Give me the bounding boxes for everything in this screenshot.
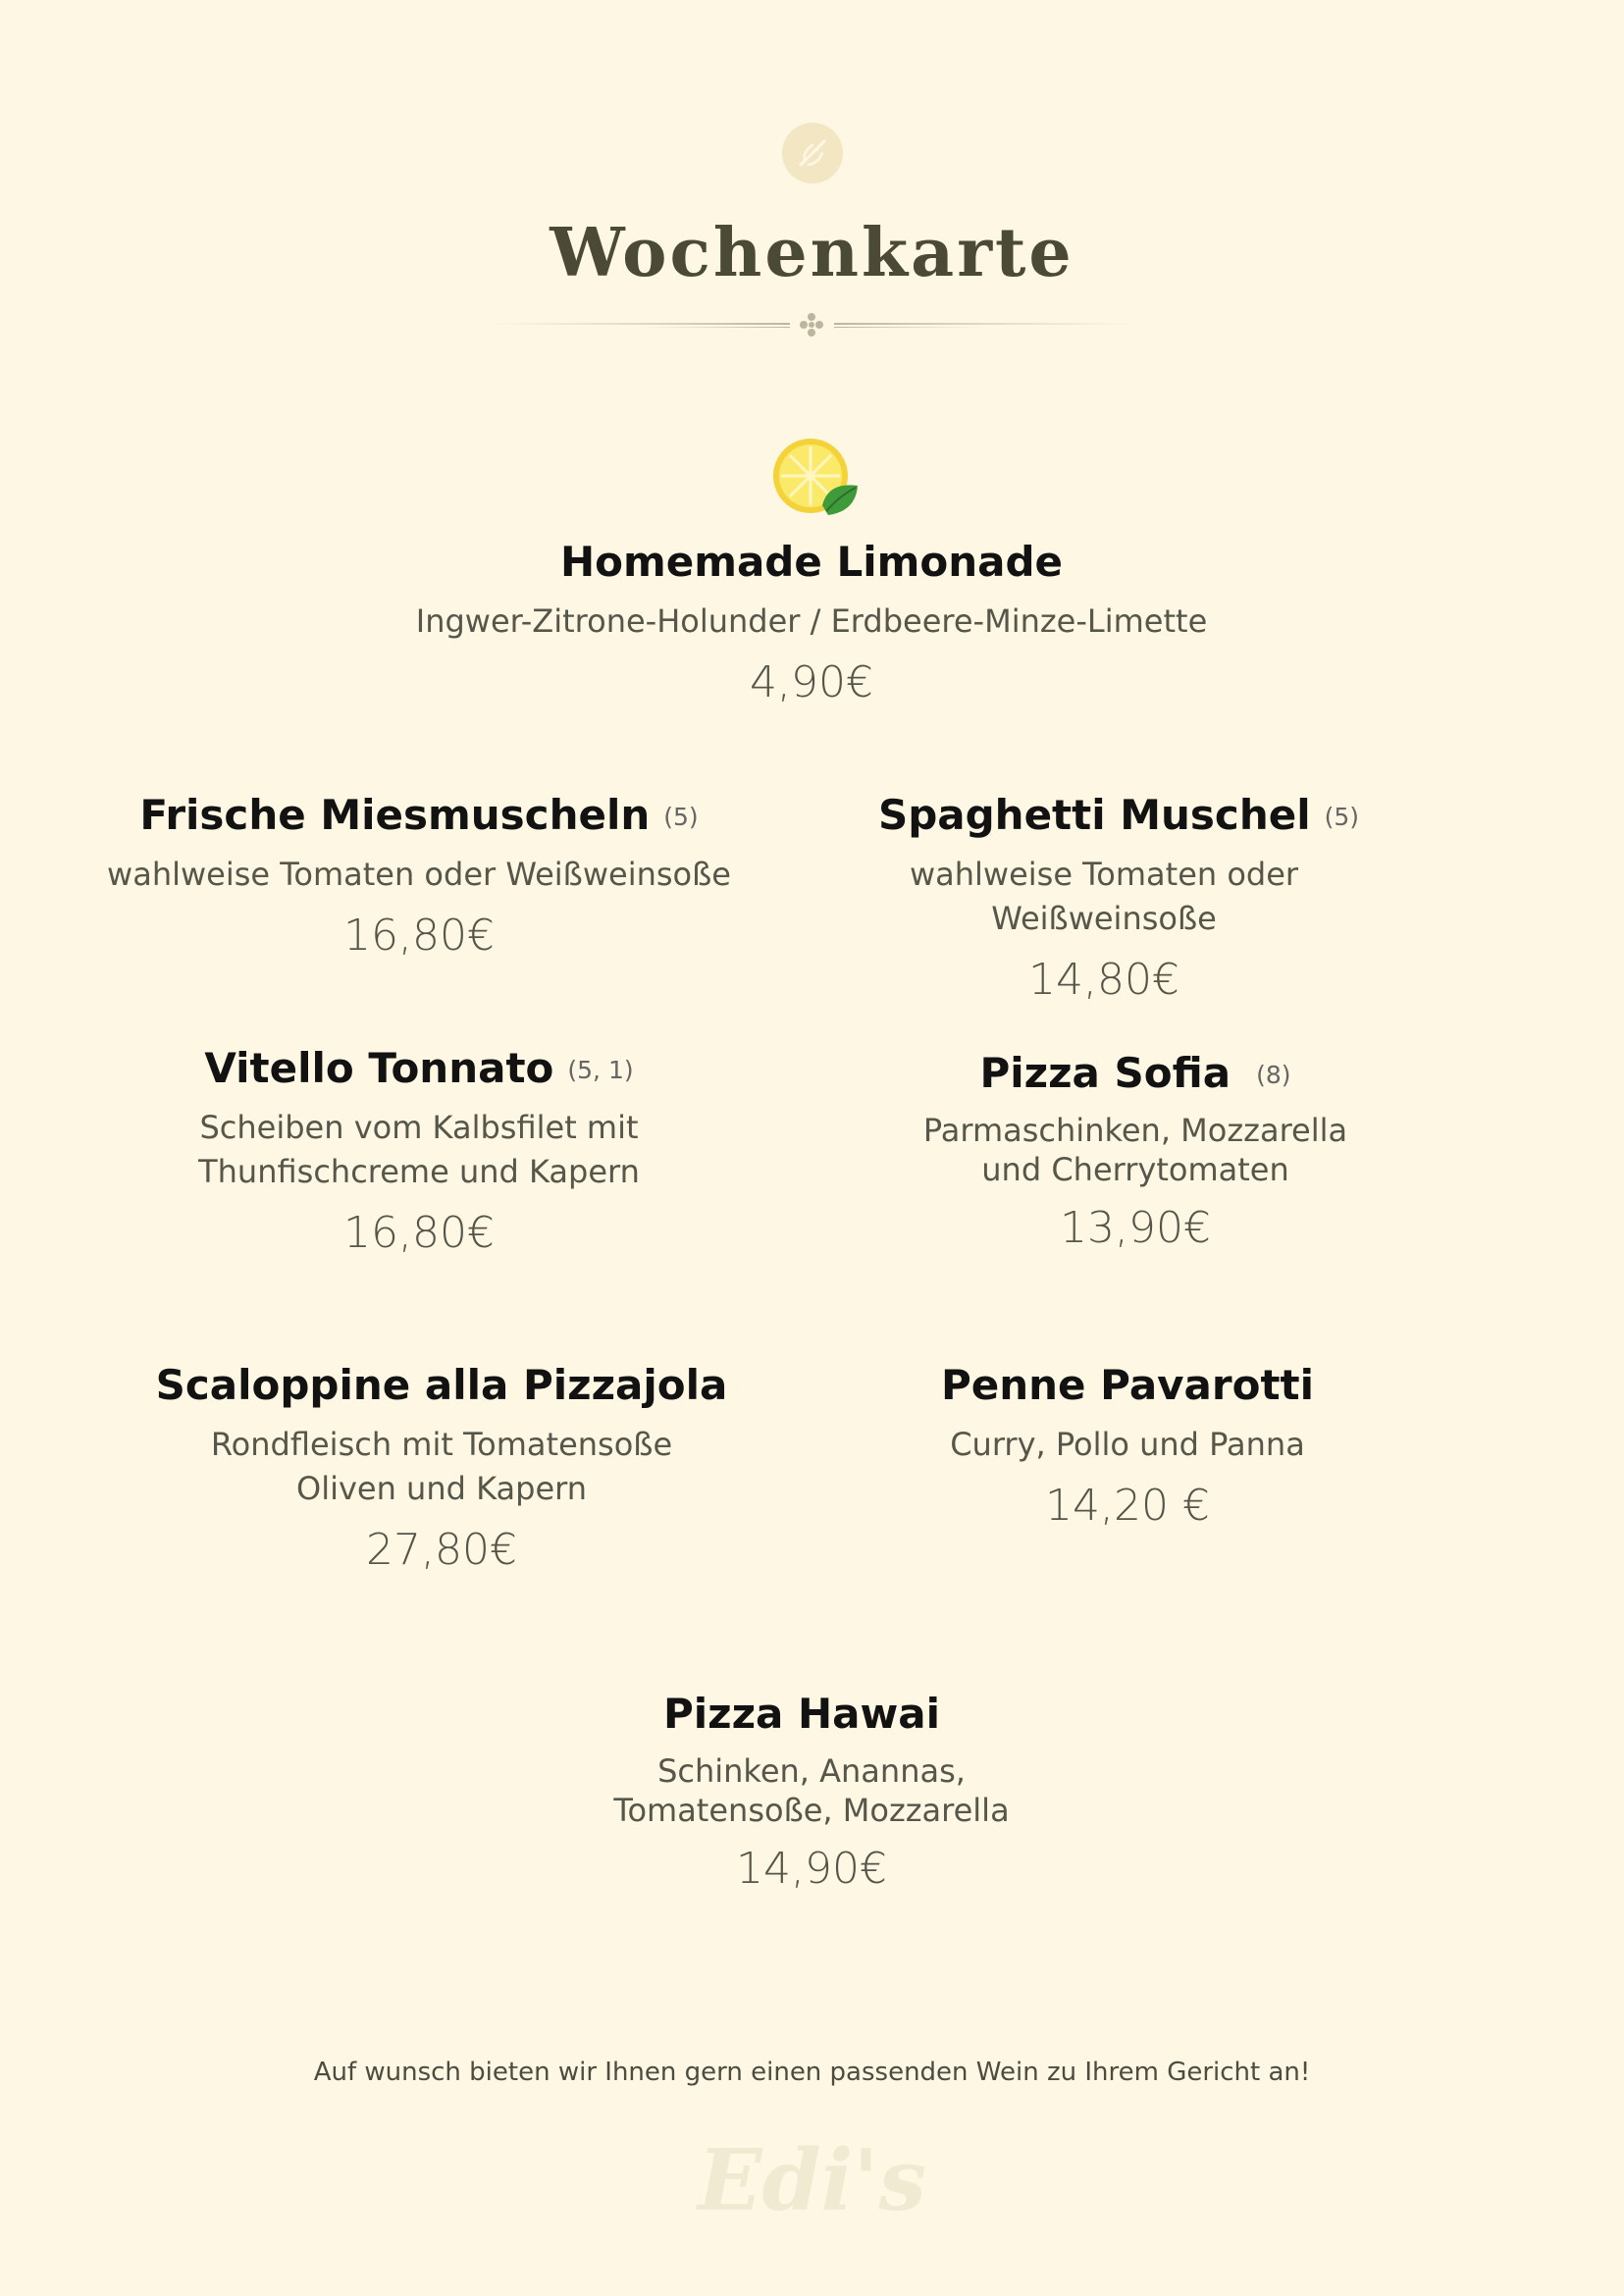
- allergen-codes: (5): [1324, 803, 1360, 831]
- dish-price: 14,20 €: [1045, 1481, 1210, 1531]
- dish-description-line: Scheiben vom Kalbsfilet mit: [199, 1109, 639, 1146]
- dish-name: Pizza Sofia: [979, 1049, 1231, 1097]
- logo-badge: [782, 123, 843, 183]
- menu-item-pizza-hawai: [517, 1690, 1106, 1894]
- dish-price: 13,90€: [1060, 1203, 1211, 1253]
- featured-name: Homemade Limonade: [559, 538, 1064, 586]
- menu-item-scaloppine-alla-pizzajola: [147, 1361, 736, 1575]
- dish-name: Penne Pavarotti: [940, 1361, 1314, 1409]
- dish-description-line: Rondfleisch mit Tomatensoße: [210, 1426, 673, 1463]
- dish-description: Curry, Pollo und Panna: [950, 1426, 1305, 1463]
- dish-name: Spaghetti Muschel: [877, 791, 1311, 839]
- featured-description: Ingwer-Zitrone-Holunder / Erdbeere-Minze-Limette: [415, 602, 1208, 640]
- dish-name: Frische Miesmuscheln: [139, 791, 651, 839]
- featured-price: 4,90€: [750, 657, 873, 707]
- dish-description-line: und Cherrytomaten: [981, 1151, 1289, 1188]
- allergen-codes: (5, 1): [567, 1056, 634, 1084]
- featured-item: [321, 538, 1302, 707]
- menu-item-frische-miesmuscheln: [76, 791, 762, 961]
- ornament-divider-icon: [491, 310, 1133, 339]
- dish-price: 14,80€: [1028, 955, 1179, 1005]
- dish-price: 27,80€: [366, 1525, 517, 1575]
- dish-price: 16,80€: [343, 911, 495, 961]
- dish-name: Pizza Hawai: [662, 1690, 941, 1738]
- footer-note: Auf wunsch bieten wir Ihnen gern einen passenden Wein zu Ihrem Gericht an!: [313, 2058, 1311, 2087]
- dish-description-line: wahlweise Tomaten oder: [909, 856, 1299, 893]
- dish-description: wahlweise Tomaten oder Weißweinsoße: [107, 856, 731, 893]
- dish-price: 14,90€: [736, 1844, 887, 1894]
- menu-item-penne-pavarotti: [833, 1361, 1422, 1531]
- menu-item-vitello-tonnato: [125, 1044, 713, 1258]
- leaf-emblem-icon: [795, 135, 830, 171]
- dish-description-line: Weißweinsoße: [991, 900, 1217, 937]
- dish-description-line: Parmaschinken, Mozzarella: [922, 1112, 1348, 1149]
- dish-description-line: Thunfischcreme und Kapern: [198, 1153, 640, 1190]
- allergen-codes: (8): [1256, 1061, 1291, 1089]
- lemon-mint-icon: [771, 437, 865, 521]
- dish-description-line: Schinken, Anannas,: [657, 1752, 966, 1790]
- dish-description-line: Tomatensoße, Mozzarella: [613, 1792, 1010, 1829]
- menu-item-spaghetti-muschel: [824, 791, 1413, 1005]
- dish-price: 16,80€: [343, 1208, 495, 1258]
- allergen-codes: (5): [663, 803, 699, 831]
- page-title: Wochenkarte: [550, 214, 1074, 292]
- dish-description-line: Oliven und Kapern: [296, 1470, 587, 1507]
- dish-name: Scaloppine alla Pizzajola: [155, 1361, 728, 1409]
- menu-item-pizza-sofia: [841, 1049, 1430, 1253]
- dish-name: Vitello Tonnato: [204, 1044, 554, 1092]
- brand-watermark-logo: Edi's: [697, 2131, 927, 2230]
